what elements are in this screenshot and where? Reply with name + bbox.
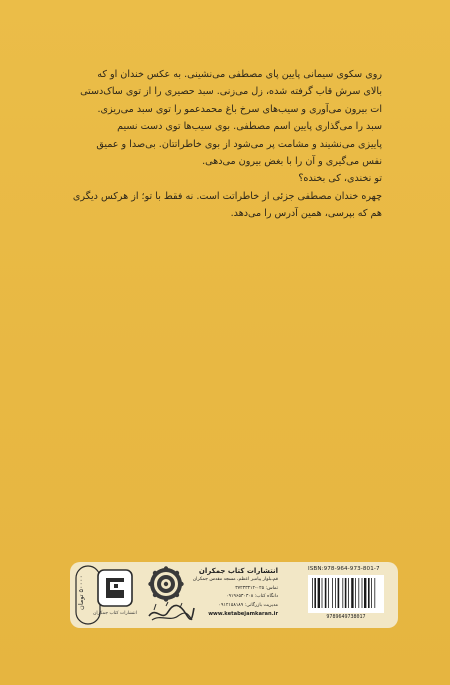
- publisher-website: www.ketabejamkaran.ir: [208, 611, 278, 618]
- blurb-line: ات بیرون می‌آوری و سیب‌های سرخ باغ محمدعمو را توی سبد می‌ریزی.: [97, 103, 382, 115]
- blurb-line: سبد را می‌گذاری پایین اسم مصطفی. بوی سیب‌ها توی دست نسیم: [117, 121, 382, 133]
- publisher-sales: مدیریت بازرگانی: ۰۹۱۲۱۵۸۱۸۹: [218, 602, 278, 608]
- blurb-text: [38, 66, 382, 223]
- publisher-name: انتشارات کتاب جمکران: [198, 567, 278, 575]
- calligraphy-signature-icon: [146, 600, 196, 624]
- publisher-info: [192, 566, 278, 619]
- price-label: ۵۰۰۰۰ تومان: [77, 575, 85, 610]
- rosette-emblem-icon: [148, 566, 184, 602]
- blurb-line: تو نخندی، کی بخنده؟: [298, 173, 382, 185]
- blurb-line: پاییزی می‌نشیند و مشامت پر می‌شود از بوی خاطراتتان. بی‌صدا و عمیق: [96, 138, 382, 150]
- blurb-line: بالای سرش قاب گرفته شده، زل می‌زنی. سبد حصیری را از توی ساک‌دستی: [80, 86, 382, 98]
- barcode-digits: 9789649738017: [326, 614, 366, 620]
- logo-caption: انتشارات کتاب جمکران: [93, 611, 137, 616]
- publisher-phone: تماس: ۰۲۵-۳۷۲۳۳۳۱۲: [235, 585, 278, 591]
- blurb-line: چهره خندان مصطفی جزئی از خاطراتت است. نه فقط با تو؛ از هرکس دیگری: [72, 190, 382, 202]
- barcode-icon: [308, 575, 384, 613]
- isbn-block: [308, 566, 392, 620]
- publisher-store: دانگاه کتاب: ۰۹۱۹۶۵۳۰۳۰۸: [226, 594, 278, 600]
- blurb-line: هم که بپرسی، همین آدرس را می‌دهد.: [230, 208, 382, 220]
- blurb-line: روی سکوی سیمانی پایین پای مصطفی می‌نشینی. به عکس خندان او که: [97, 69, 382, 80]
- blurb-line: نفس می‌گیری و آن را با بغض بیرون می‌دهی.: [202, 156, 382, 168]
- isbn-label: ISBN:978-964-973-801-7: [308, 566, 380, 572]
- jamkaran-logo-icon: [96, 568, 134, 608]
- publisher-address: قم‌ـ‌بلوار پیامبر اعظم، مسجد مقدس جمکران: [192, 577, 278, 582]
